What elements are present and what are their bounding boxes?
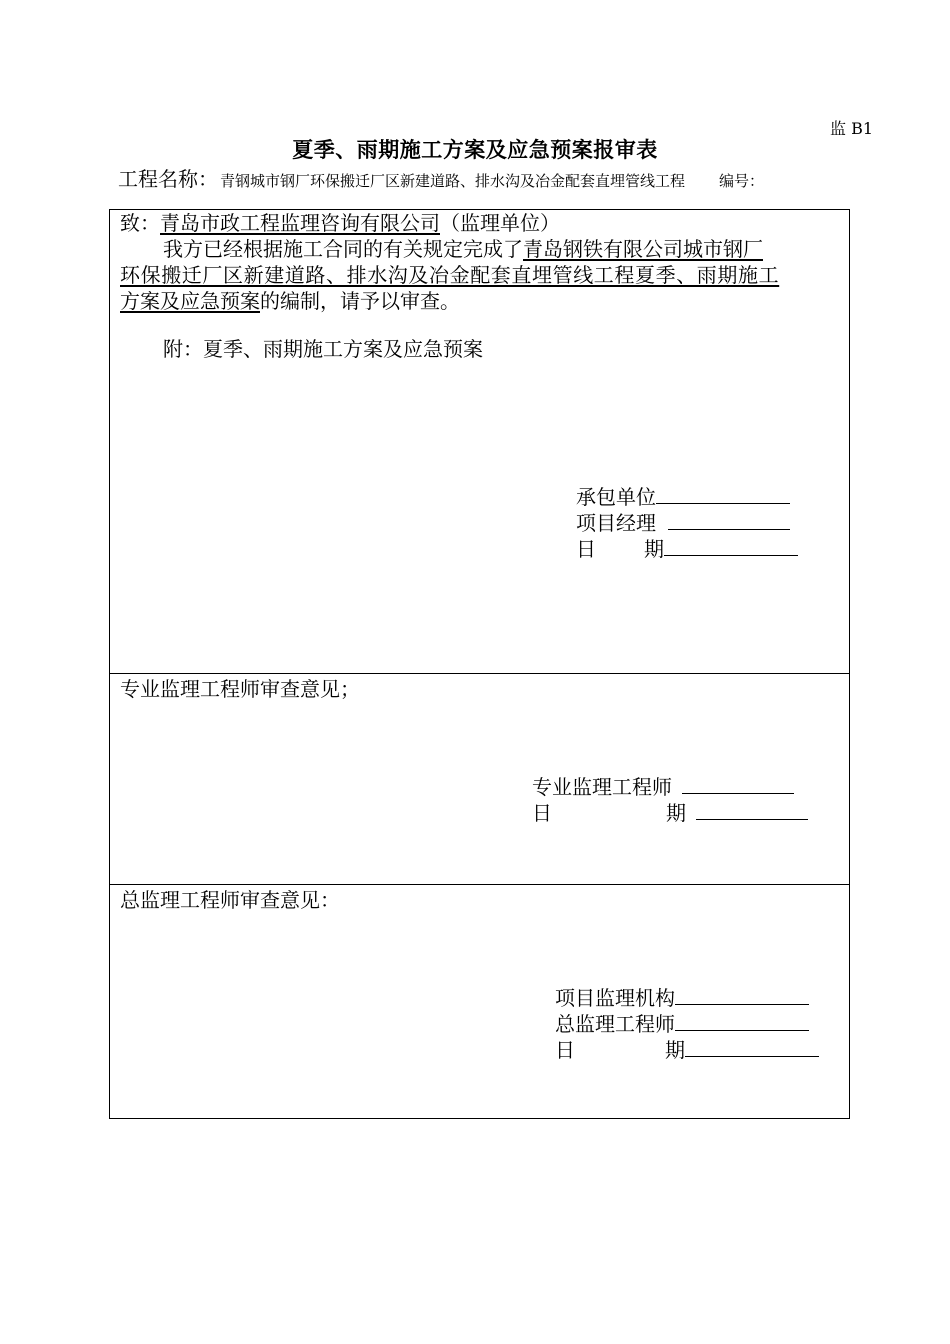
chief-signature-line[interactable] — [675, 1012, 809, 1031]
date-label: 日 — [555, 1038, 575, 1062]
date-label: 期 — [665, 1038, 685, 1062]
chief-label: 总监理工程师 — [555, 1012, 675, 1036]
org-signature-line[interactable] — [675, 986, 809, 1005]
date-line[interactable] — [664, 537, 798, 556]
date-label: 日 — [532, 801, 552, 825]
project-label: 工程名称： — [118, 167, 218, 191]
manager-signature-line[interactable] — [668, 511, 790, 530]
number-label: 编号： — [719, 172, 765, 190]
org-row — [555, 985, 809, 1011]
date-label: 期 — [666, 801, 686, 825]
date-row — [532, 800, 808, 826]
org-label: 项目监理机构 — [555, 986, 675, 1010]
contractor-signature-line[interactable] — [656, 485, 790, 504]
supervision-unit: 青岛市政工程监理咨询有限公司 — [160, 211, 440, 235]
section-heading: 总监理工程师审查意见： — [120, 888, 340, 912]
to-prefix: 致： — [120, 211, 160, 235]
engineer-row — [532, 774, 794, 800]
to-suffix: （监理单位） — [440, 211, 560, 235]
form-code: 监 B1 — [830, 119, 874, 138]
date-label: 日 — [576, 537, 596, 561]
engineer-signature-line[interactable] — [682, 775, 794, 794]
section-heading: 专业监理工程师审查意见； — [120, 677, 360, 701]
body-line-1 — [163, 236, 763, 262]
project-name: 青钢城市钢厂环保搬迁厂区新建道路、排水沟及冶金配套直埋管线工程 — [220, 172, 686, 190]
body-underlined: 方案及应急预案 — [120, 289, 260, 313]
manager-label: 项目经理 — [576, 511, 656, 535]
contractor-row — [576, 484, 790, 510]
engineer-label: 专业监理工程师 — [532, 775, 672, 799]
date-line[interactable] — [685, 1038, 819, 1057]
date-row — [555, 1037, 819, 1063]
body-text: 的编制，请予以审查。 — [260, 289, 460, 313]
chief-review-section — [109, 884, 850, 1119]
body-underlined: 青岛钢铁有限公司城市钢厂 — [523, 237, 763, 261]
body-line-2: 环保搬迁厂区新建道路、排水沟及冶金配套直埋管线工程夏季、雨期施工 — [120, 263, 780, 287]
project-row — [118, 163, 764, 192]
contractor-label: 承包单位 — [576, 485, 656, 509]
date-row — [576, 536, 798, 562]
date-line[interactable] — [696, 801, 808, 820]
manager-row — [576, 510, 790, 536]
submission-section — [109, 209, 850, 674]
body-text: 我方已经根据施工合同的有关规定完成了 — [163, 237, 523, 261]
body-line-3 — [120, 288, 460, 314]
engineer-review-section — [109, 673, 850, 885]
page-title: 夏季、雨期施工方案及应急预案报审表 — [292, 137, 658, 162]
addressee-line — [120, 210, 560, 236]
chief-row — [555, 1011, 809, 1037]
attachment-note: 附：夏季、雨期施工方案及应急预案 — [163, 337, 483, 361]
date-label: 期 — [644, 537, 664, 561]
